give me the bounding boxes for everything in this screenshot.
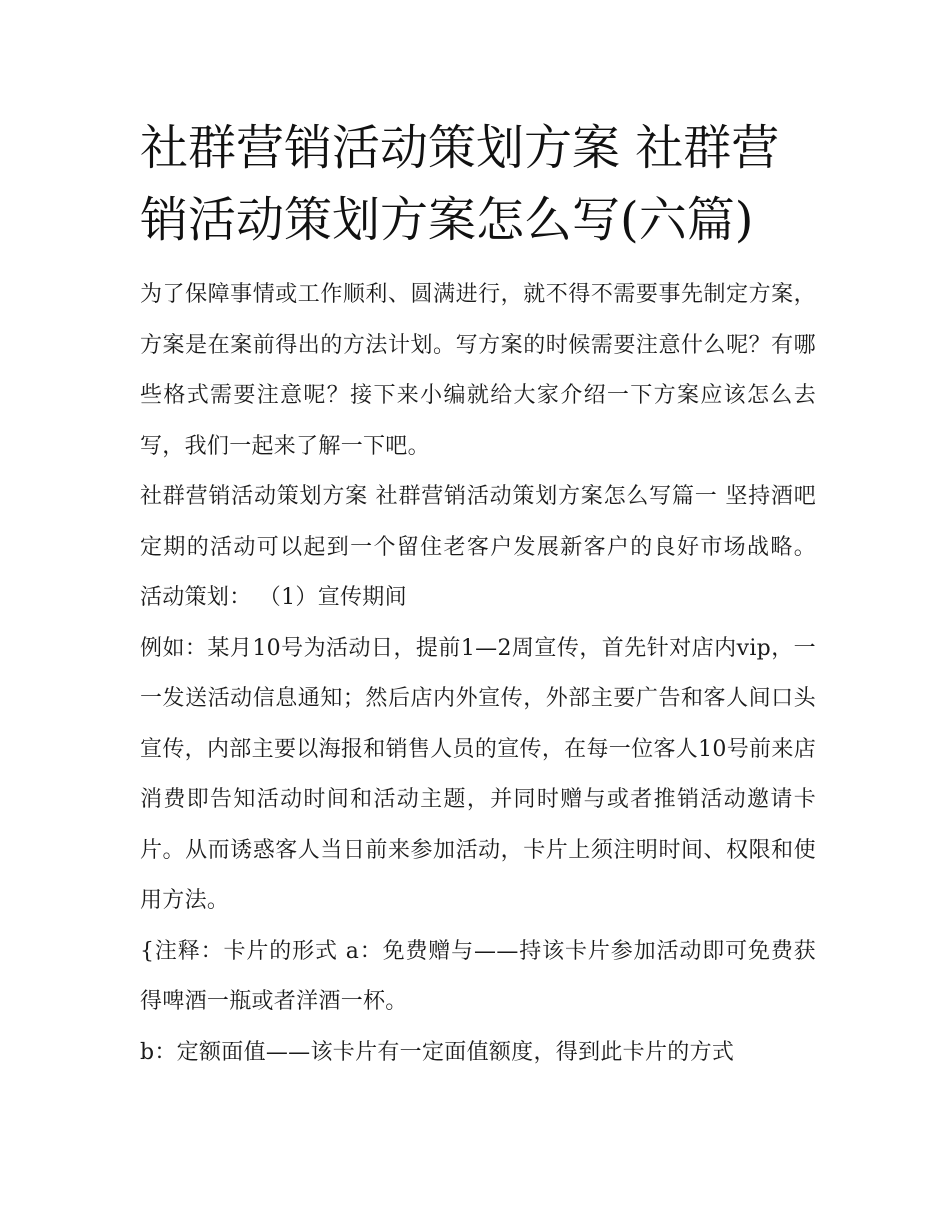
document-page (140, 112, 816, 1078)
document-title: 社群营销活动策划方案 社群营销活动策划方案怎么写(六篇) (140, 120, 780, 248)
paragraph-example: 例如：某月10号为活动日，提前1—2周宣传，首先针对店内vip，一一发送活动信息通知；然后店内外宣传，外部主要广告和客人间口头宣传，内部主要以海报和销售人员的宣传，在每一位客人10号前来店消费即告知活动时间和活动主题，并同时赠与或者推销活动邀请卡片。从而诱惑客人当日前来参加活动，卡片上须注明时间、权限和使用方法。 (140, 635, 816, 913)
paragraph-intro: 为了保障事情或工作顺利、圆满进行，就不得不需要事先制定方案，方案是在案前得出的方法计划。写方案的时候需要注意什么呢？有哪些格式需要注意呢？接下来小编就给大家介绍一下方案应该怎么去写，我们一起来了解一下吧。 (140, 282, 816, 459)
paragraph-note-a: {注释：卡片的形式 a：免费赠与——持该卡片参加活动即可免费获得啤酒一瓶或者洋酒一杯。 (140, 938, 816, 1014)
paragraph-note-b: b：定额面值——该卡片有一定面值额度，得到此卡片的方式 (140, 1039, 735, 1065)
paragraph-section-one: 社群营销活动策划方案 社群营销活动策划方案怎么写篇一 坚持酒吧定期的活动可以起到一个留住老客户发展新客户的良好市场战略。 活动策划： （1）宣传期间 (140, 484, 816, 610)
document-body (140, 270, 816, 1078)
